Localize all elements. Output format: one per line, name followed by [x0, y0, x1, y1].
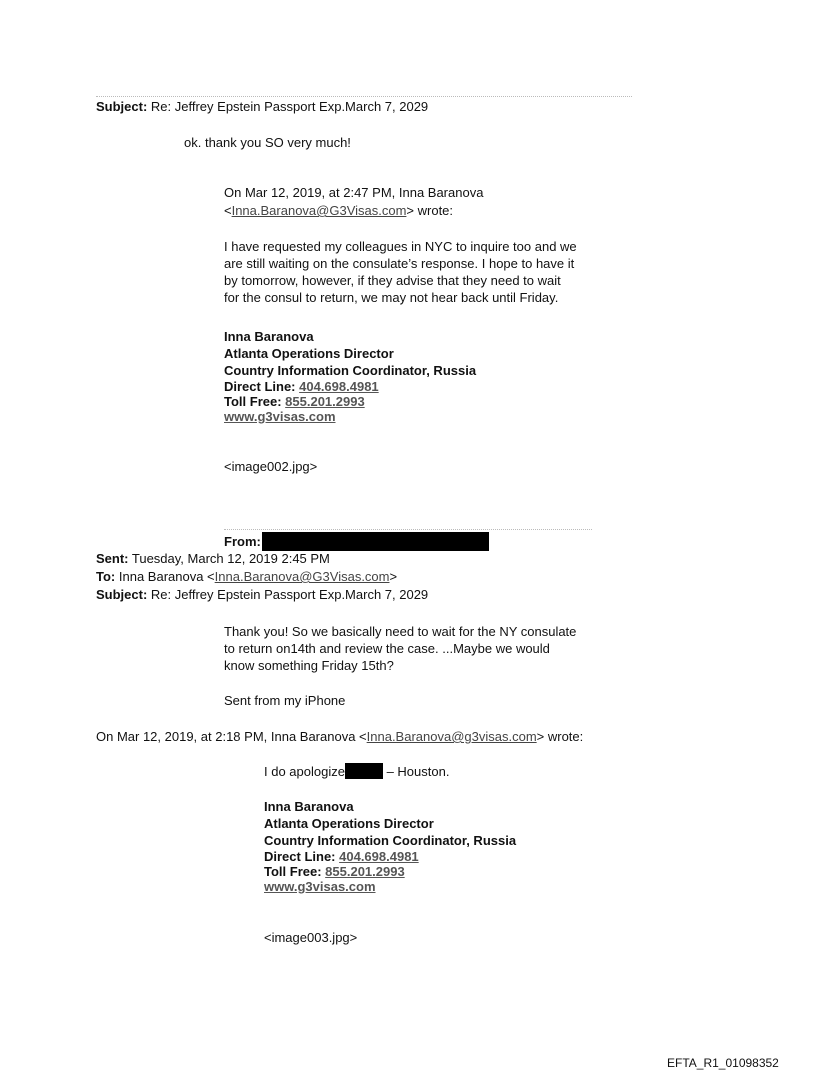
- reply2-line: know something Friday 15th?: [224, 658, 394, 673]
- sig-direct-line: [264, 849, 516, 864]
- sent-label: Sent:: [96, 551, 129, 566]
- sig-toll-free: [264, 864, 516, 879]
- sig-name: Inna Baranova: [224, 329, 314, 344]
- document-id: EFTA_R1_01098352: [667, 1056, 779, 1070]
- subject-label: Subject:: [96, 99, 148, 114]
- subject-value: Re: Jeffrey Epstein Passport Exp.March 7, 2029: [150, 99, 429, 114]
- website-link[interactable]: www.g3visas.com: [264, 879, 376, 894]
- header-subject: [96, 98, 428, 115]
- intro-suffix: > wrote:: [536, 729, 584, 744]
- sig-toll-free: [224, 394, 476, 409]
- quote2-intro: [96, 728, 583, 745]
- quote-body-line: I have requested my colleagues in NYC to inquire too and we: [224, 239, 577, 254]
- sent-line: [96, 550, 330, 567]
- toll-phone-link[interactable]: 855.201.2993: [285, 394, 365, 409]
- sender-email-link[interactable]: Inna.Baranova@g3visas.com: [366, 729, 537, 744]
- quote-body-line: for the consul to return, we may not hear back until Friday.: [224, 290, 559, 305]
- sender-email-link[interactable]: Inna.Baranova@G3Visas.com: [231, 203, 407, 218]
- quote-intro-line1: On Mar 12, 2019, at 2:47 PM, Inna Baranova: [224, 185, 484, 200]
- apology-before: I do apologize: [264, 764, 345, 779]
- sig-title: Country Information Coordinator, Russia: [224, 363, 477, 378]
- intro-wrote: > wrote:: [406, 203, 454, 218]
- to-label: To:: [96, 569, 116, 584]
- to-close: >: [389, 569, 398, 584]
- reply2-body: [224, 623, 576, 674]
- sig-direct-line: [224, 379, 476, 394]
- signature-block: [224, 328, 476, 424]
- quote-body-line: by tomorrow, however, if they advise that they need to wait: [224, 273, 561, 288]
- image-placeholder: <image003.jpg>: [264, 930, 358, 945]
- forward-separator: [224, 529, 592, 530]
- sig-title: Atlanta Operations Director: [224, 346, 394, 361]
- direct-phone-link[interactable]: 404.698.4981: [339, 849, 419, 864]
- reply-text: ok. thank you SO very much!: [184, 135, 351, 150]
- apology-line: [264, 763, 449, 780]
- reply2-line: Thank you! So we basically need to wait for the NY consulate: [224, 624, 577, 639]
- intro-lt: <: [224, 203, 232, 218]
- toll-phone-link[interactable]: 855.201.2993: [325, 864, 405, 879]
- image-placeholder: <image002.jpg>: [224, 459, 318, 474]
- subject-label: Subject:: [96, 587, 148, 602]
- sent-from-iphone: Sent from my iPhone: [224, 693, 346, 708]
- sig-title: Country Information Coordinator, Russia: [264, 833, 517, 848]
- redaction-box: [262, 532, 489, 551]
- to-line: [96, 568, 397, 585]
- website-link[interactable]: www.g3visas.com: [224, 409, 336, 424]
- redaction-inline: [345, 763, 383, 779]
- direct-label: Direct Line:: [264, 849, 340, 864]
- apology-after: – Houston.: [382, 764, 450, 779]
- quote-body: [224, 238, 577, 306]
- signature-block: [264, 798, 516, 894]
- intro-prefix: On Mar 12, 2019, at 2:18 PM, Inna Baranova <: [96, 729, 367, 744]
- direct-label: Direct Line:: [224, 379, 300, 394]
- sent-value: Tuesday, March 12, 2019 2:45 PM: [131, 551, 330, 566]
- to-name: Inna Baranova <: [118, 569, 215, 584]
- reply2-line: to return on14th and review the case. ...Maybe we would: [224, 641, 550, 656]
- to-email-link[interactable]: Inna.Baranova@G3Visas.com: [214, 569, 390, 584]
- toll-label: Toll Free:: [264, 864, 326, 879]
- toll-label: Toll Free:: [224, 394, 286, 409]
- sig-website: [264, 879, 516, 894]
- quote-body-line: are still waiting on the consulate’s response. I hope to have it: [224, 256, 575, 271]
- from-label: From:: [224, 534, 261, 549]
- sig-title: Atlanta Operations Director: [264, 816, 434, 831]
- direct-phone-link[interactable]: 404.698.4981: [299, 379, 379, 394]
- sig-website: [224, 409, 476, 424]
- forward-subject: [96, 586, 428, 603]
- sig-name: Inna Baranova: [264, 799, 354, 814]
- quote-intro-line2: [224, 202, 453, 219]
- subject-value: Re: Jeffrey Epstein Passport Exp.March 7, 2029: [150, 587, 429, 602]
- top-separator: [96, 96, 632, 97]
